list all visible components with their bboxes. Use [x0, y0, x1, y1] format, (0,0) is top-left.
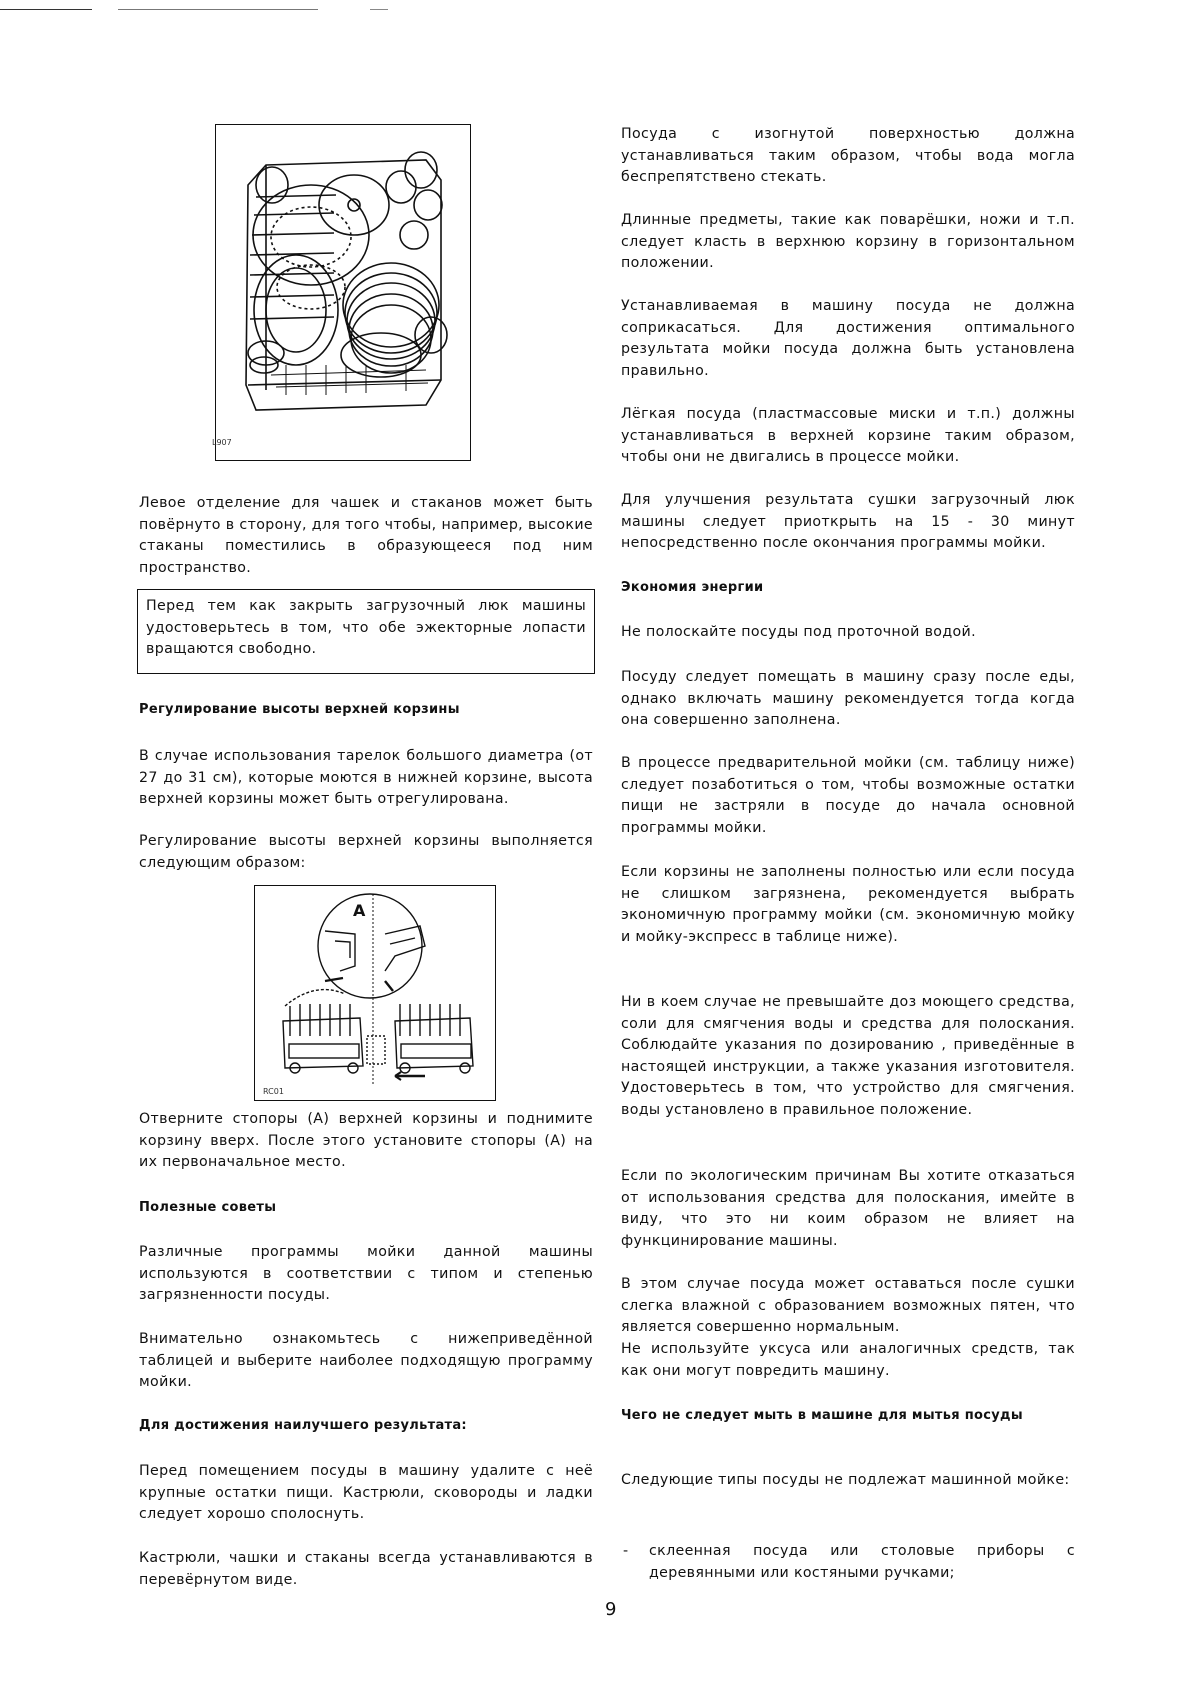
- section-heading: Чего не следует мыть в машине для мытья посуды: [621, 1408, 1023, 1423]
- page-number: 9: [605, 1599, 617, 1620]
- paragraph: Внимательно ознакомьтесь с нижеприведённой таблицей и выберите наиболее подходящую программу мойки.: [139, 1331, 593, 1391]
- paragraph: Устанавливаемая в машину посуда не должна соприкасаться. Для достижения оптимального результата мойки посуда должна быть установлена правильно.: [621, 298, 1075, 379]
- paragraph: Левое отделение для чашек и стаканов может быть повёрнуто в сторону, для того чтобы, например, высокие стаканы поместились в образующееся под ним пространство.: [139, 495, 593, 576]
- figure-letter: A: [353, 901, 366, 920]
- paragraph: Следующие типы посуды не подлежат машинной мойке:: [621, 1472, 1070, 1488]
- section-heading: Полезные советы: [139, 1200, 277, 1215]
- paragraph: Посуда с изогнутой поверхностью должна устанавливаться таким образом, чтобы вода могла беспрепятствено стекать.: [621, 126, 1075, 186]
- adjust-drawing: [255, 886, 495, 1100]
- paragraph: Если корзины не заполнены полностью или если посуда не слишком загрязнена, рекомендуется выбрать экономичную программу мойки (см. экономичную мойку и мойку-экспресс в таблице ниже).: [621, 864, 1075, 945]
- list-item-text: склеенная посуда или столовые приборы с деревянными или костяными ручками;: [649, 1543, 1075, 1581]
- paragraph: Кастрюли, чашки и стаканы всегда устанавливаются в перевёрнутом виде.: [139, 1550, 593, 1588]
- figure-label: L907: [212, 438, 232, 447]
- paragraph: Перед помещением посуды в машину удалите с неё крупные остатки пищи. Кастрюли, сковороды и ладки следует хорошо сполоснуть.: [139, 1463, 593, 1523]
- paragraph: В этом случае посуда может оставаться после сушки слегка влажной с образованием возможных пятен, что является совершенно нормальным.: [621, 1276, 1075, 1336]
- paragraph: Посуду следует помещать в машину сразу после еды, однако включать машину рекомендуется тогда когда она совершенно заполнена.: [621, 669, 1075, 729]
- scan-line: [118, 9, 318, 10]
- section-heading: Регулирование высоты верхней корзины: [139, 702, 460, 717]
- paragraph: В случае использования тарелок большого диаметра (от 27 до 31 см), которые моются в нижней корзине, высота верхней корзины может быть отрегулирована.: [139, 748, 593, 808]
- scan-line: [370, 9, 388, 10]
- height-adjust-illustration: [254, 885, 496, 1101]
- paragraph: Не полоскайте посуды под проточной водой.: [621, 624, 976, 640]
- paragraph: Длинные предметы, такие как поварёшки, ножи и т.п. следует класть в верхнюю корзину в горизонтальном положении.: [621, 212, 1075, 272]
- scan-line: [0, 9, 92, 10]
- paragraph: Отверните стопоры (А) верхней корзины и поднимите корзину вверх. После этого установите стопоры (А) на их первоначальное место.: [139, 1111, 593, 1171]
- paragraph: Ни в коем случае не превышайте доз моющего средства, соли для смягчения воды и средства для полоскания. Соблюдайте указания по дозированию , приведённые в настоящей инструкции, а также указания изготовителя. Удостоверьтесь в том, что устройство для смягчения. воды установлено в правильное положение.: [621, 994, 1075, 1118]
- figure-label: RC01: [263, 1087, 284, 1096]
- paragraph: Если по экологическим причинам Вы хотите отказаться от использования средства для полоскания, имейте в виду, что это ни коим образом не влияет на функцинирование машины.: [621, 1168, 1075, 1249]
- bullet-mark: -: [623, 1543, 629, 1559]
- section-heading: Экономия энергии: [621, 580, 764, 595]
- paragraph: Лёгкая посуда (пластмассовые миски и т.п.) должны устанавливаться в верхней корзине таким образом, чтобы они не двигались в процессе мойки.: [621, 406, 1075, 466]
- warning-text: Перед тем как закрыть загрузочный люк машины удостоверьтесь в том, что обе эжекторные лопасти вращаются свободно.: [146, 598, 586, 658]
- warning-box: [137, 589, 595, 674]
- paragraph: Не используйте уксуса или аналогичных средств, так как они могут повредить машину.: [621, 1341, 1075, 1379]
- basket-drawing: [212, 125, 470, 460]
- paragraph: Регулирование высоты верхней корзины выполняется следующим образом:: [139, 833, 593, 871]
- paragraph: Для улучшения результата сушки загрузочный люк машины следует приоткрыть на 15 - 30 минут непосредственно после окончания программы мойки.: [621, 492, 1075, 552]
- section-heading: Для достижения наилучшего результата:: [139, 1418, 467, 1433]
- paragraph: Различные программы мойки данной машины используются в соответствии с типом и степенью загрязненности посуды.: [139, 1244, 593, 1304]
- paragraph: В процессе предварительной мойки (см. таблицу ниже) следует позаботиться о том, чтобы возможные остатки пищи не застряли в посуде до начала основной программы мойки.: [621, 755, 1075, 836]
- basket-illustration: [212, 124, 471, 461]
